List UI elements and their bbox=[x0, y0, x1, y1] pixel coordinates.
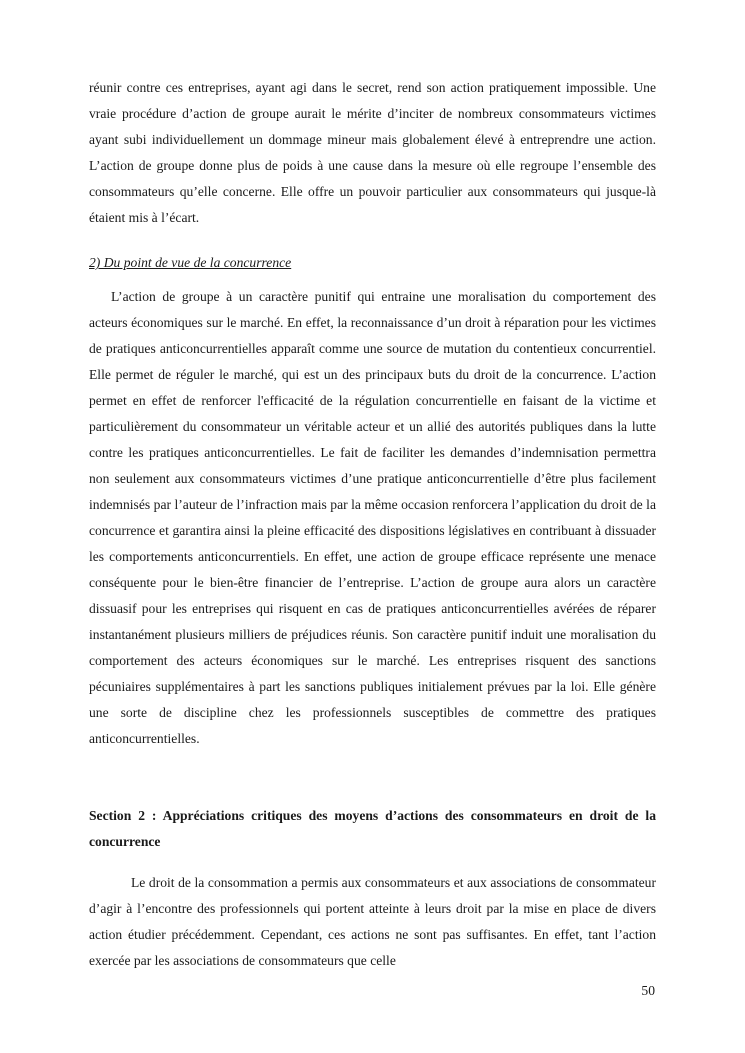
section-title: Section 2 : Appréciations critiques des moyens d’actions des consommateurs en droit de la concurrence bbox=[89, 808, 656, 849]
page-number: 50 bbox=[641, 983, 655, 998]
body-paragraph-3: Le droit de la consommation a permis aux consommateurs et aux associations de consommateur d’agir à l’encontre des professionnels qui portent atteinte à leurs droit par la mise en place de divers action étudier précédemment. Cependant, ces actions ne sont pas suffisantes. En effet, tant l’action exercée par les associations de consommateurs que celle bbox=[89, 875, 656, 968]
body-paragraph-1: réunir contre ces entreprises, ayant agi dans le secret, rend son action pratiquement impossible. Une vraie procédure d’action de groupe aurait le mérite d’inciter de nombreux consommateurs victimes ayant subi individuellement un dommage mineur mais globalement élevé à entreprendre une action. L’action de groupe donne plus de poids à une cause dans la mesure où elle regroupe l’ensemble des consommateurs qu’elle concerne. Elle offre un pouvoir particulier aux consommateurs qui jusque-là étaient mis à l’écart. bbox=[89, 80, 656, 225]
subheading-competition: 2) Du point de vue de la concurrence bbox=[89, 255, 292, 270]
body-paragraph-2: L’action de groupe à un caractère punitif qui entraine une moralisation du comportement des acteurs économiques sur le marché. En effet, la reconnaissance d’un droit à réparation pour les victimes de pratiques anticoncurrentielles apparaît comme une source de mutation du contentieux concurrentiel. Elle permet de réguler le marché, qui est un des principaux buts du droit de la concurrence. L’action permet en effet de renforcer l'efficacité de la régulation concurrentielle en faisant de la victime et particulièrement du consommateur un véritable acteur et un allié des autorités publiques dans la lutte contre les pratiques anticoncurrentielles. Le fait de faciliter les demandes d’indemnisation permettra non seulement aux consommateurs victimes d’une pratique anticoncurrentielle d’être plus facilement indemnisés par l’auteur de l’infraction mais par la même occasion renforcera l’application du droit de la concurrence et garantira ainsi la pleine efficacité des dispositions législatives en contribuant à dissuader les comportements anticoncurrentiels. En effet, une action de groupe efficace représente une menace conséquente pour le bien-être financier de l’entreprise. L’action de groupe aura alors un caractère dissuasif pour les entreprises qui risquent en cas de pratiques anticoncurrentielles avérées de réparer instantanément plusieurs milliers de préjudices réunis. Son caractère punitif induit une moralisation du comportement des acteurs économiques sur le marché. Les entreprises risquent des sanctions pécuniaires supplémentaires à part les sanctions publiques initialement prévues par la loi. Elle génère une sorte de discipline chez les professionnels susceptibles de commettre des pratiques anticoncurrentielles. bbox=[89, 289, 656, 746]
